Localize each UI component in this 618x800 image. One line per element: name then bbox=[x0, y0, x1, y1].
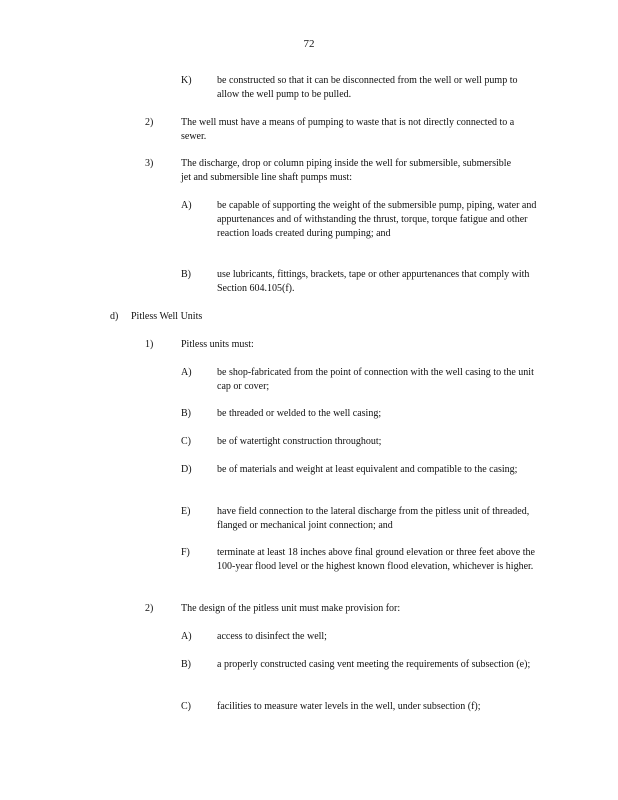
item-text: be constructed so that it can be disconnected from the well or well pump to allow the well pump to be pulled. bbox=[217, 75, 518, 100]
item-label: B) bbox=[181, 659, 191, 670]
item-text: be capable of supporting the weight of the submersible pump, piping, water and appurtenances and of withstanding the thrust, torque, torque fatigue and other reaction loads created during pumping; and bbox=[217, 200, 537, 239]
item-label: B) bbox=[181, 408, 191, 419]
item-label: C) bbox=[181, 701, 191, 712]
item-label: A) bbox=[181, 631, 192, 642]
item-label: 3) bbox=[145, 158, 154, 169]
item-label: 2) bbox=[145, 117, 154, 128]
item-text: terminate at least 18 inches above final ground elevation or three feet above the 100-year flood level or the highest known flood elevation, whichever is higher. bbox=[217, 547, 535, 572]
item-label: 2) bbox=[145, 603, 154, 614]
section-label: d) bbox=[110, 311, 119, 322]
item-text: facilities to measure water levels in the well, under subsection (f); bbox=[217, 701, 481, 712]
item-label: B) bbox=[181, 269, 191, 280]
item-label: E) bbox=[181, 506, 191, 517]
item-text: a properly constructed casing vent meeting the requirements of subsection (e); bbox=[217, 659, 531, 670]
item-label: A) bbox=[181, 367, 192, 378]
section-title: Pitless Well Units bbox=[131, 311, 203, 322]
item-label: K) bbox=[181, 75, 192, 86]
item-text: have field connection to the lateral discharge from the pitless unit of threaded, flanged or mechanical joint connection; and bbox=[217, 506, 530, 531]
item-text: use lubricants, fittings, brackets, tape or other appurtenances that comply with Section 604.105(f). bbox=[217, 269, 530, 294]
item-text: be of materials and weight at least equivalent and compatible to the casing; bbox=[217, 464, 518, 475]
item-text: be shop-fabricated from the point of connection with the well casing to the unit cap or cover; bbox=[217, 367, 534, 392]
item-text: be of watertight construction throughout; bbox=[217, 436, 382, 447]
item-text: Pitless units must: bbox=[181, 339, 254, 350]
item-text: The discharge, drop or column piping inside the well for submersible, submersible jet and submersible line shaft pumps must: bbox=[181, 158, 512, 183]
item-text: access to disinfect the well; bbox=[217, 631, 327, 642]
item-text: The well must have a means of pumping to waste that is not directly connected to a sewer. bbox=[181, 117, 515, 142]
item-label: 1) bbox=[145, 339, 154, 350]
item-label: F) bbox=[181, 547, 190, 558]
page-number: 72 bbox=[303, 38, 315, 50]
item-text: The design of the pitless unit must make provision for: bbox=[181, 603, 401, 614]
item-label: D) bbox=[181, 464, 192, 475]
item-label: A) bbox=[181, 200, 192, 211]
item-label: C) bbox=[181, 436, 191, 447]
item-text: be threaded or welded to the well casing; bbox=[217, 408, 382, 419]
